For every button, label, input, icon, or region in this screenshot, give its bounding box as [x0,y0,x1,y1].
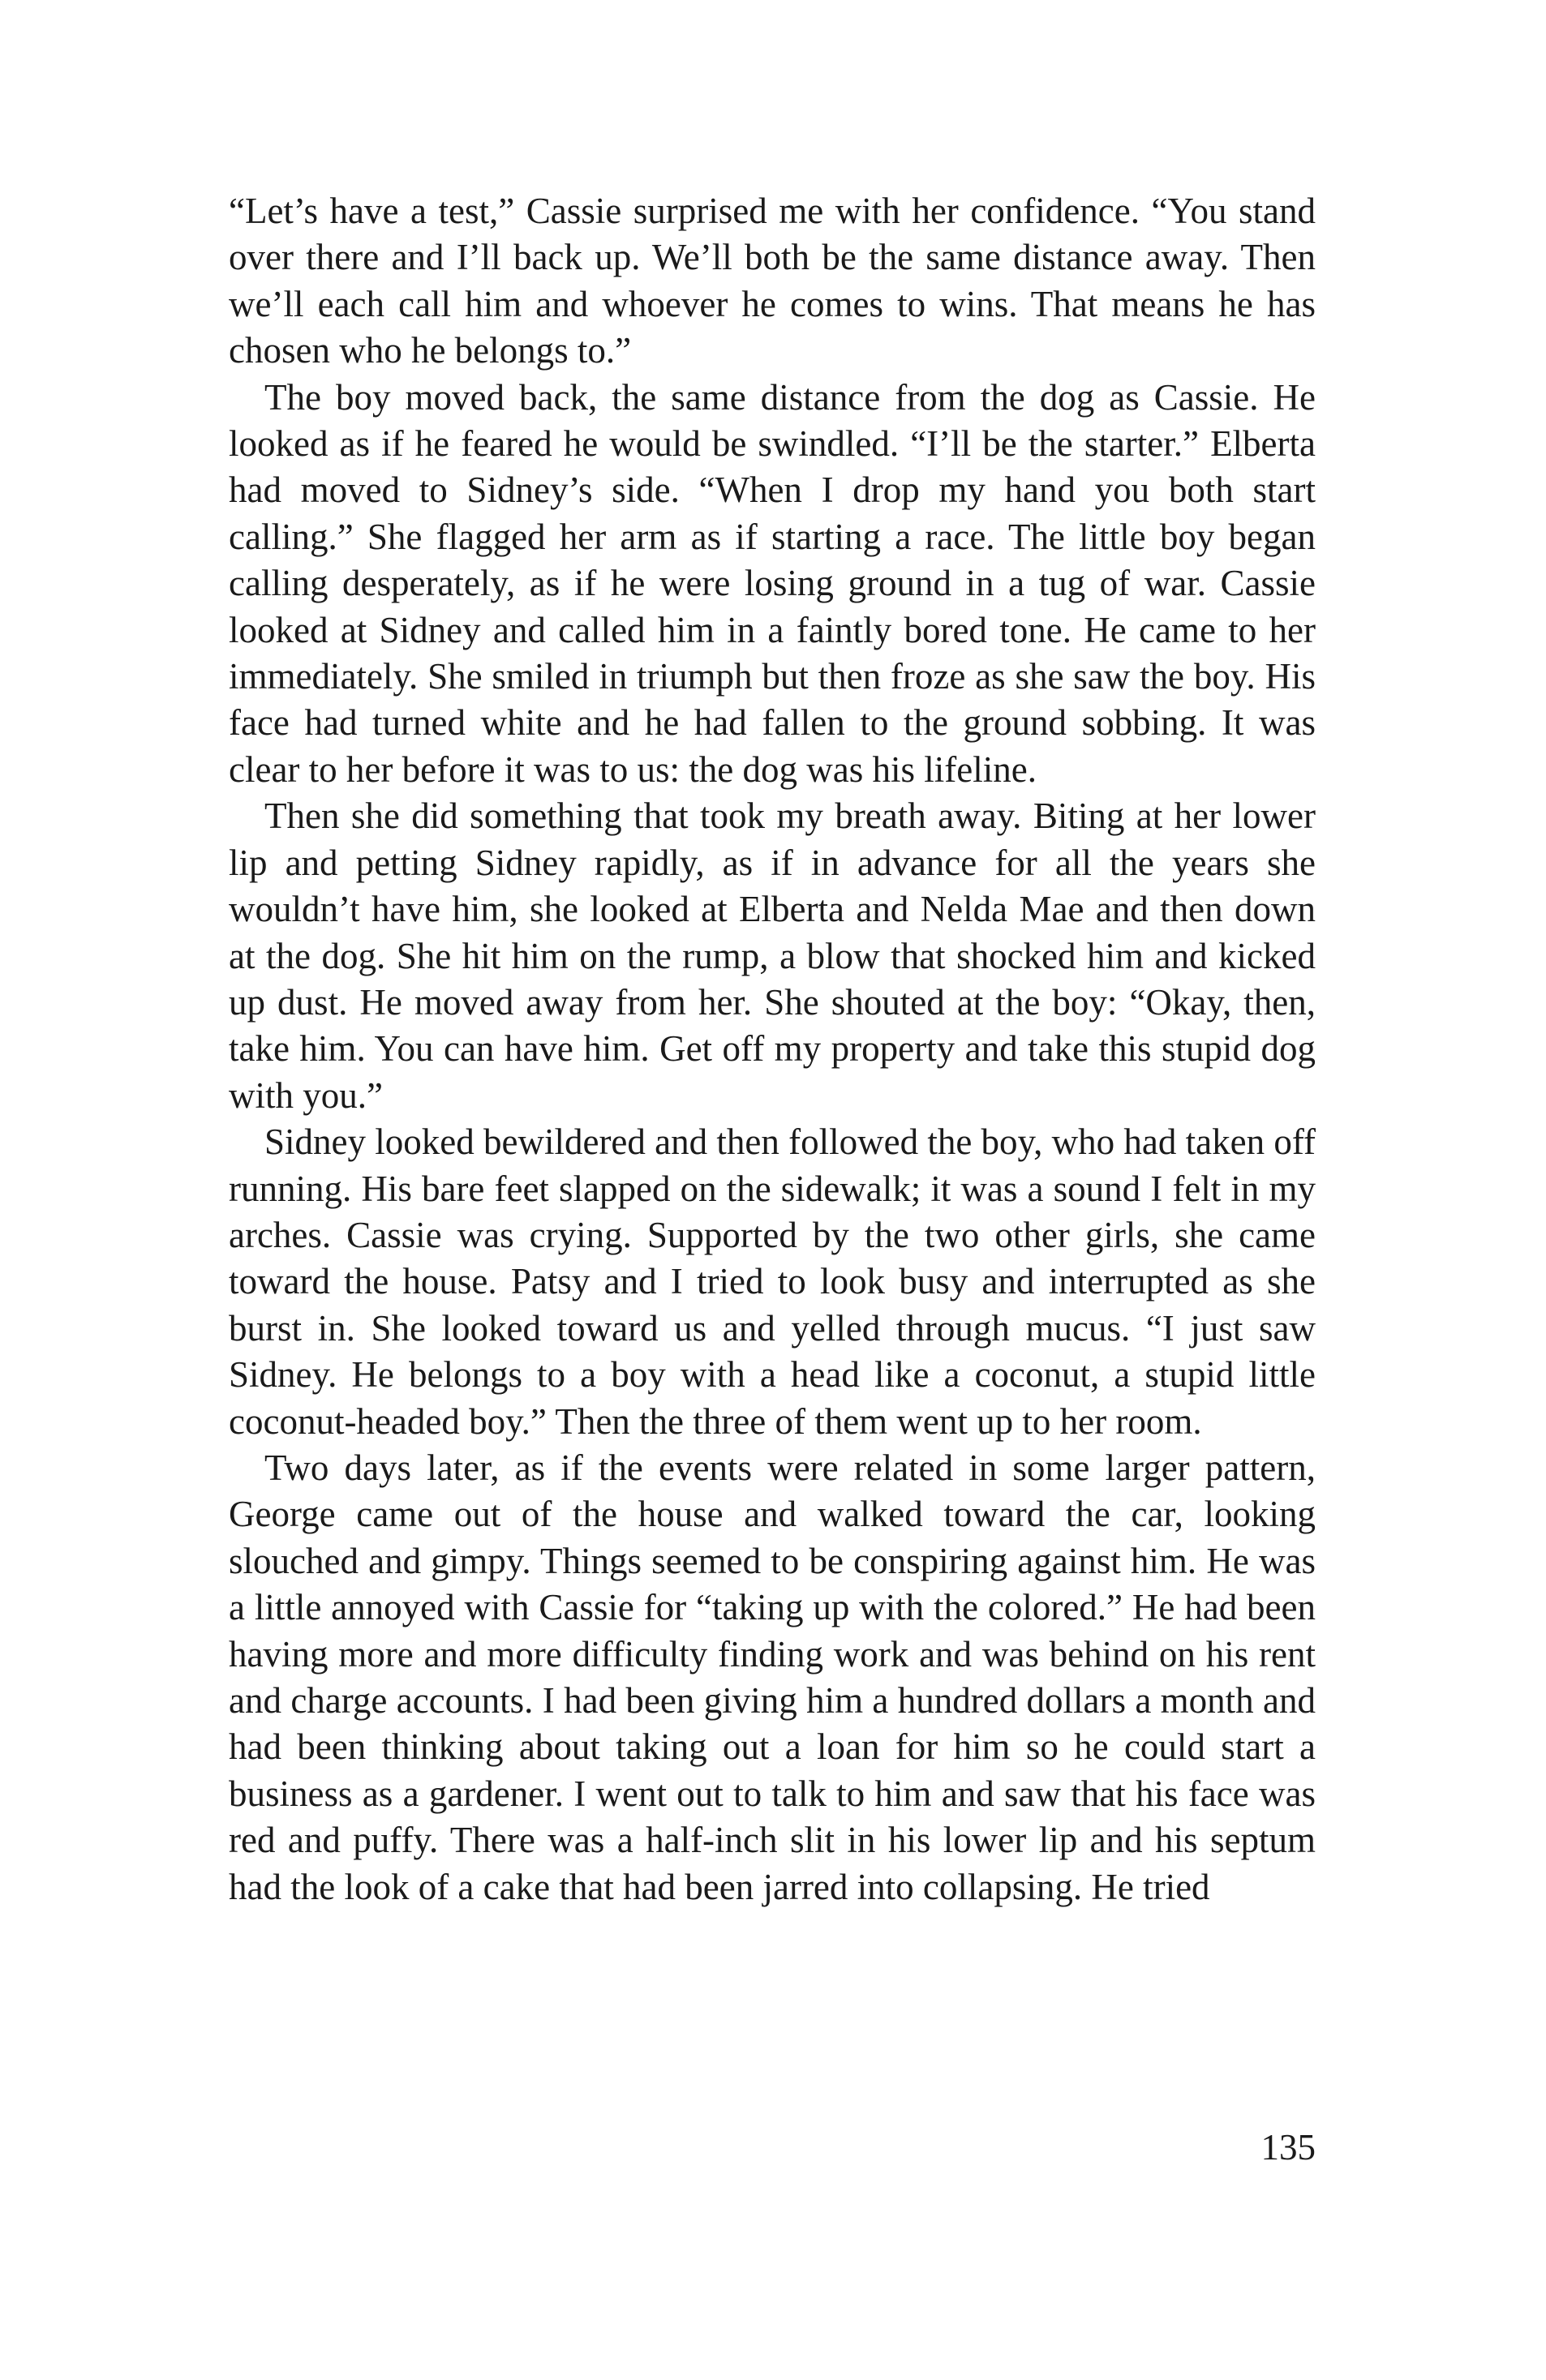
page-number: 135 [1260,2127,1316,2168]
paragraph-4: Sidney looked bewildered and then followed the boy, who had taken off running. His bare feet slapped on the sidewalk; it was a sound I felt in my arches. Cassie was crying. Supported by the two other girls, she came toward the house. Patsy and I tried to look busy and interrupted as she burst in. She looked toward us and yelled through mucus. “I just saw Sidney. He belongs to a boy with a head like a coconut, a stupid little coconut-headed boy.” Then the three of them went up to her room. [229,1121,1316,1442]
paragraph-3: Then she did something that took my breath away. Biting at her lower lip and petting Sidney rapidly, as if in advance for all the years she wouldn’t have him, she looked at Elberta and Nelda Mae and then down at the dog. She hit him on the rump, a blow that shocked him and kicked up dust. He moved away from her. She shouted at the boy: “Okay, then, take him. You can have him. Get off my property and take this stupid dog with you.” [229,795,1316,1116]
paragraph-1: “Let’s have a test,” Cassie surprised me with her confidence. “You stand over there and I’ll back up. We’ll both be the same distance away. Then we’ll each call him and whoever he comes to wins. That means he has chosen who he belongs to.” [229,191,1316,371]
body-text [229,188,1316,1910]
paragraph-2: The boy moved back, the same distance from the dog as Cassie. He looked as if he feared he would be swindled. “I’ll be the starter.” Elberta had moved to Sidney’s side. “When I drop my hand you both start calling.” She flagged her arm as if starting a race. The little boy began calling desperately, as if he were losing ground in a tug of war. Cassie looked at Sidney and called him in a faintly bored tone. He came to her immediately. She smiled in triumph but then froze as she saw the boy. His face had turned white and he had fallen to the ground sobbing. It was clear to her before it was to us: the dog was his lifeline. [229,376,1316,790]
paragraph-5: Two days later, as if the events were related in some larger pattern, George came out of the house and walked toward the car, looking slouched and gimpy. Things seemed to be conspiring against him. He was a little annoyed with Cassie for “taking up with the colored.” He had been having more and more difficulty finding work and was behind on his rent and charge accounts. I had been giving him a hundred dollars a month and had been thinking about taking out a loan for him so he could start a business as a gardener. I went out to talk to him and saw that his face was red and puffy. There was a half-inch slit in his lower lip and his septum had the look of a cake that had been jarred into collapsing. He tried [229,1447,1316,1907]
